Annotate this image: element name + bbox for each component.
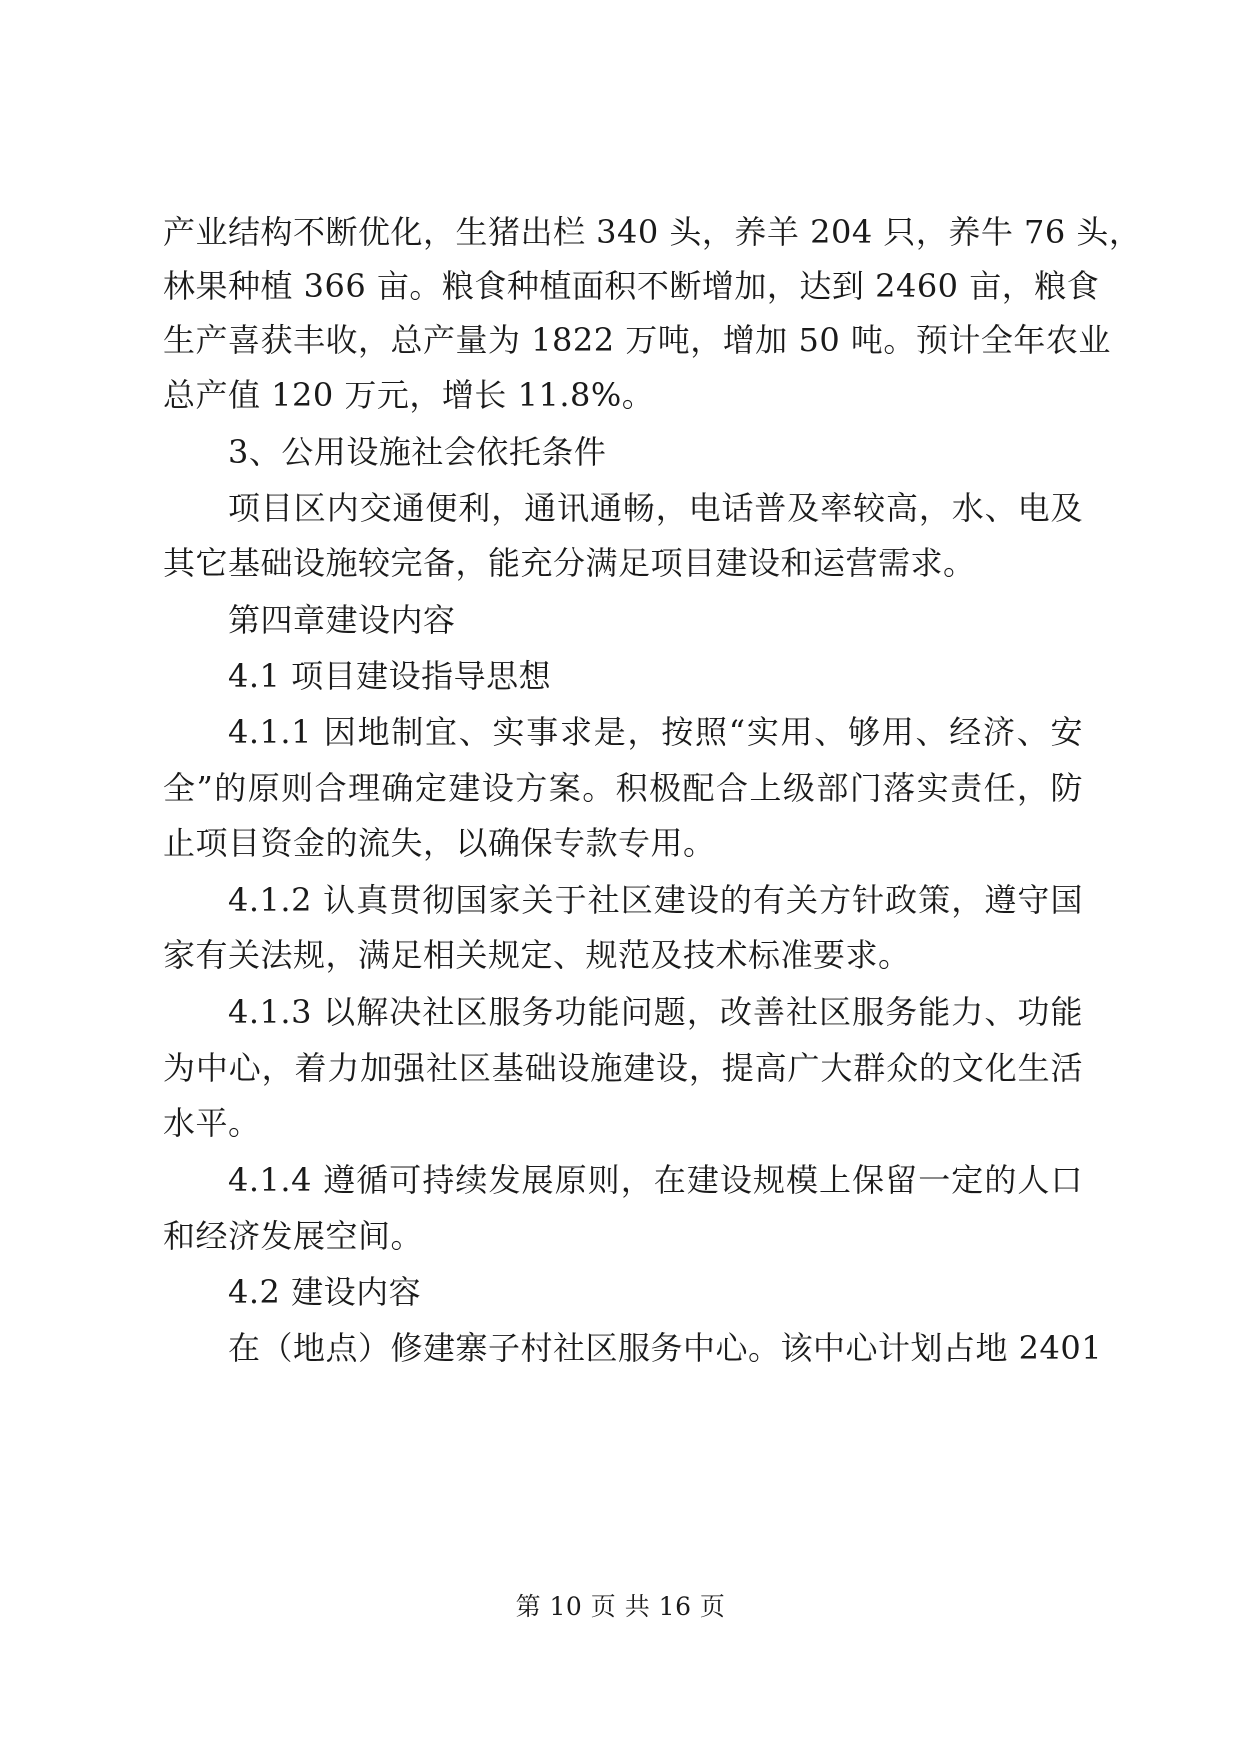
body-line: 其它基础设施较完备，能充分满足项目建设和运营需求。 bbox=[163, 544, 976, 582]
body-line: 在（地点）修建寨子村社区服务中心。该中心计划占地 2401 bbox=[228, 1329, 1103, 1367]
body-line: 水平。 bbox=[163, 1104, 261, 1142]
body-line: 生产喜获丰收，总产量为 1822 万吨，增加 50 吨。预计全年农业 bbox=[163, 321, 1111, 359]
chapter-heading: 第四章建设内容 bbox=[228, 601, 456, 639]
body-line: 4.1.2 认真贯彻国家关于社区建设的有关方针政策，遵守国 bbox=[228, 881, 1083, 919]
section-heading: 4.1 项目建设指导思想 bbox=[228, 657, 552, 695]
body-line: 和经济发展空间。 bbox=[163, 1217, 424, 1255]
section-heading: 4.2 建设内容 bbox=[228, 1273, 422, 1311]
body-line: 4.1.1 因地制宜、实事求是，按照“实用、够用、经济、安 bbox=[228, 713, 1083, 751]
body-line: 项目区内交通便利，通讯通畅，电话普及率较高，水、电及 bbox=[228, 489, 1083, 527]
body-line: 总产值 120 万元，增长 11.8%。 bbox=[163, 376, 655, 414]
body-line: 家有关法规，满足相关规定、规范及技术标准要求。 bbox=[163, 936, 911, 974]
body-line: 4.1.3 以解决社区服务功能问题，改善社区服务能力、功能 bbox=[228, 993, 1083, 1031]
body-line: 全”的原则合理确定建设方案。积极配合上级部门落实责任，防 bbox=[163, 769, 1083, 807]
body-line: 产业结构不断优化，生猪出栏 340 头，养羊 204 只，养牛 76 头， bbox=[163, 213, 1142, 251]
body-line: 止项目资金的流失，以确保专款专用。 bbox=[163, 824, 716, 862]
body-line: 为中心，着力加强社区基础设施建设，提高广大群众的文化生活 bbox=[163, 1049, 1083, 1087]
page-footer: 第 10 页 共 16 页 bbox=[515, 1592, 726, 1621]
section-heading: 3、公用设施社会依托条件 bbox=[228, 433, 607, 471]
body-line: 林果种植 366 亩。粮食种植面积不断增加，达到 2460 亩，粮食 bbox=[163, 267, 1100, 305]
body-line: 4.1.4 遵循可持续发展原则，在建设规模上保留一定的人口 bbox=[228, 1161, 1083, 1199]
